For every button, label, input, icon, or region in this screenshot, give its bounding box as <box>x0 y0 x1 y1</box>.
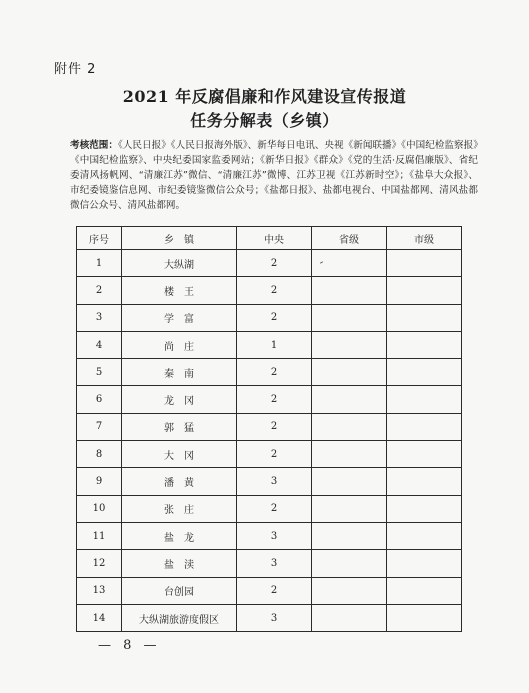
cell-index: 3 <box>77 304 122 331</box>
cell-municipal <box>387 250 462 277</box>
cell-central: 2 <box>237 250 312 277</box>
cell-index: 4 <box>77 331 122 358</box>
cell-provincial <box>312 277 387 304</box>
cell-index: 13 <box>77 577 122 604</box>
table-row <box>77 413 462 440</box>
cell-municipal <box>387 550 462 577</box>
cell-central: 3 <box>237 550 312 577</box>
table-row <box>77 604 462 631</box>
task-table <box>76 226 462 632</box>
table-row <box>77 468 462 495</box>
cell-municipal <box>387 331 462 358</box>
cell-municipal <box>387 577 462 604</box>
header-index: 序号 <box>77 227 122 250</box>
table-body <box>77 250 462 632</box>
cell-index: 5 <box>77 359 122 386</box>
cell-provincial <box>312 331 387 358</box>
cell-provincial <box>312 522 387 549</box>
scope-label: 考核范围： <box>70 140 119 151</box>
cell-central: 2 <box>237 277 312 304</box>
cell-provincial <box>312 413 387 440</box>
page-number: — 8 — <box>98 638 161 653</box>
cell-township: 大纵湖 <box>122 250 237 277</box>
cell-township: 尚 庄 <box>122 331 237 358</box>
cell-index: 2 <box>77 277 122 304</box>
table-row <box>77 331 462 358</box>
header-municipal: 市级 <box>387 227 462 250</box>
cell-municipal <box>387 522 462 549</box>
cell-index: 14 <box>77 604 122 631</box>
table-row <box>77 550 462 577</box>
cell-township: 学 富 <box>122 304 237 331</box>
cell-central: 2 <box>237 495 312 522</box>
cell-township: 大纵湖旅游度假区 <box>122 604 237 631</box>
cell-provincial <box>312 359 387 386</box>
cell-provincial <box>312 386 387 413</box>
cell-township: 郭 猛 <box>122 413 237 440</box>
cell-index: 1 <box>77 250 122 277</box>
table-row <box>77 577 462 604</box>
cell-central: 2 <box>237 577 312 604</box>
header-township: 乡 镇 <box>122 227 237 250</box>
cell-township: 大 冈 <box>122 441 237 468</box>
cell-provincial <box>312 604 387 631</box>
table-row <box>77 304 462 331</box>
cell-central: 2 <box>237 304 312 331</box>
cell-municipal <box>387 468 462 495</box>
table-row <box>77 386 462 413</box>
scope-text: 《人民日报》《人民日报海外版》、新华每日电讯、央视《新闻联播》《中国纪检监察报》《中国纪检监察》、中央纪委国家监委网站；《新华日报》《群众》《党的生活·反腐倡廉版》、省纪委清风扬帆网、“清廉江苏”微信、“清廉江苏”微博、江苏卫视《江苏新时空》；《盐阜大众报》、市纪委镜鉴信息网、市纪委镜鉴微信公众号；《盐都日报》、盐都电视台、中国盐都网、清风盐都微信公众号、清风盐都网。 <box>70 140 479 211</box>
cell-township: 秦 南 <box>122 359 237 386</box>
cell-provincial <box>312 441 387 468</box>
table-row <box>77 359 462 386</box>
table-row <box>77 250 462 277</box>
cell-municipal <box>387 604 462 631</box>
cell-index: 8 <box>77 441 122 468</box>
cell-municipal <box>387 495 462 522</box>
cell-index: 9 <box>77 468 122 495</box>
cell-township: 潘 黄 <box>122 468 237 495</box>
table-row <box>77 495 462 522</box>
cell-provincial <box>312 550 387 577</box>
document-title-line-1: 2021 年反腐倡廉和作风建设宣传报道 <box>122 87 407 106</box>
cell-central: 2 <box>237 359 312 386</box>
cell-central: 1 <box>237 331 312 358</box>
cell-township: 张 庄 <box>122 495 237 522</box>
cell-municipal <box>387 413 462 440</box>
cell-provincial <box>312 304 387 331</box>
cell-index: 10 <box>77 495 122 522</box>
header-provincial: 省级 <box>312 227 387 250</box>
cell-municipal <box>387 359 462 386</box>
cell-municipal <box>387 304 462 331</box>
cell-central: 3 <box>237 522 312 549</box>
cell-provincial <box>312 495 387 522</box>
table-row <box>77 441 462 468</box>
table-row <box>77 277 462 304</box>
cell-township: 龙 冈 <box>122 386 237 413</box>
cell-index: 12 <box>77 550 122 577</box>
cell-central: 2 <box>237 441 312 468</box>
cell-township: 楼 王 <box>122 277 237 304</box>
cell-provincial <box>312 468 387 495</box>
header-central: 中央 <box>237 227 312 250</box>
cell-township: 盐 龙 <box>122 522 237 549</box>
table-row <box>77 522 462 549</box>
cell-index: 11 <box>77 522 122 549</box>
cell-provincial <box>312 577 387 604</box>
table-header-row <box>77 227 462 250</box>
attachment-label: 附件 2 <box>54 62 97 77</box>
cell-township: 台创园 <box>122 577 237 604</box>
scope-paragraph <box>70 138 478 213</box>
cell-provincial <box>312 250 387 277</box>
cell-central: 3 <box>237 604 312 631</box>
cell-municipal <box>387 441 462 468</box>
cell-central: 3 <box>237 468 312 495</box>
cell-municipal <box>387 386 462 413</box>
document-title-line-2: 任务分解表（乡镇） <box>190 111 339 130</box>
cell-central: 2 <box>237 413 312 440</box>
cell-index: 7 <box>77 413 122 440</box>
cell-municipal <box>387 277 462 304</box>
cell-central: 2 <box>237 386 312 413</box>
cell-township: 盐 渎 <box>122 550 237 577</box>
cell-index: 6 <box>77 386 122 413</box>
